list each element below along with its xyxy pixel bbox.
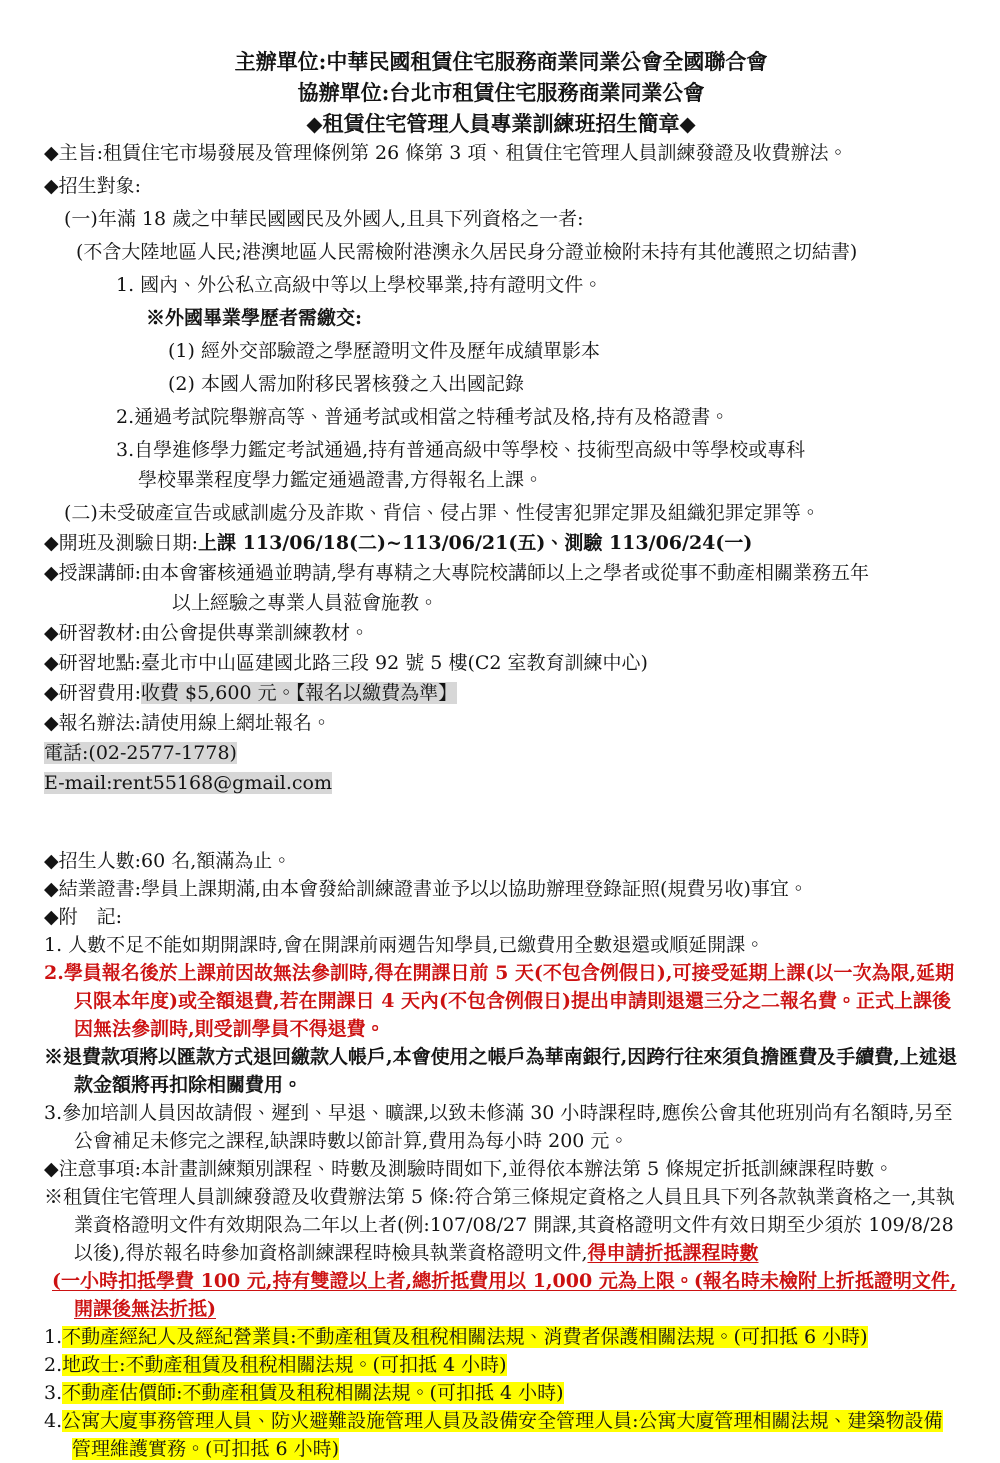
deduction-detail — [44, 1267, 958, 1323]
audience-qual3-line2: 學校畢業程度學力鑑定通過證書,方得報名上課。 — [138, 469, 544, 491]
profession-item-1 — [44, 1323, 958, 1351]
foreign-docs-heading: ※外國畢業學歷者需繳交: — [146, 307, 363, 329]
fee-line — [44, 679, 958, 707]
foreign-doc-1: (1) 經外交部驗證之學歷證明文件及歷年成績單影本 — [168, 340, 600, 362]
phone-value: 電話:(02-2577-1778) — [44, 742, 237, 764]
profession-3-text: 不動產估價師:不動產租賃及租稅相關法規。(可扣抵 4 小時) — [62, 1382, 564, 1404]
schedule-value: 上課 113/06/18(二)~113/06/21(五)、測驗 113/06/24(一) — [198, 532, 753, 554]
location-line: ◆研習地點:臺北市中山區建國北路三段 92 號 5 樓(C2 室教育訓練中心) — [44, 652, 648, 674]
audience-item1: (一)年滿 18 歲之中華民國國民及外國人,且具下列資格之一者: — [64, 208, 584, 230]
purpose-line: ◆主旨:租賃住宅市場發展及管理條例第 26 條第 3 項、租賃住宅管理人員訓練發證及收費辦法。 — [44, 142, 848, 164]
audience-item2: (二)未受破產宣告或感訓處分及詐欺、背信、侵占罪、性侵害犯罪定罪及組織犯罪定罪等。 — [64, 502, 820, 524]
fee-label: ◆研習費用: — [44, 682, 142, 704]
profession-item-2 — [44, 1351, 958, 1379]
capacity-line: ◆招生人數:60 名,額滿為止。 — [44, 850, 292, 872]
instructor-line2: 以上經驗之專業人員蒞會施教。 — [172, 592, 439, 614]
schedule-label: ◆開班及測驗日期: — [44, 532, 199, 554]
audience-qual2: 2.通過考試院舉辦高等、普通考試或相當之特種考試及格,持有及格證書。 — [116, 406, 730, 428]
profession-1-text: 不動產經紀人及經紀營業員:不動產租賃及租稅相關法規、消費者保護相關法規。(可扣抵 6 小時) — [62, 1326, 868, 1348]
fee-value: 收費 $5,600 元。【報名以繳費為準】 — [141, 682, 458, 704]
profession-2-number: 2. — [44, 1354, 63, 1376]
registration-line: ◆報名辦法:請使用線上網址報名。 — [44, 712, 332, 734]
foreign-doc-2: (2) 本國人需加附移民署核發之入出國記錄 — [168, 373, 524, 395]
email-line — [44, 769, 958, 797]
rule5-paragraph — [44, 1183, 958, 1267]
audience-item1-note: (不含大陸地區人民;港澳地區人民需檢附港澳永久居民身分證並檢附未持有其他護照之切結書) — [76, 241, 858, 263]
organizer-line: 主辦單位:中華民國租賃住宅服務商業同業公會全國聯合會 — [234, 49, 768, 74]
email-value: E-mail:rent55168@gmail.com — [44, 772, 332, 794]
audience-qual3-line1: 3.自學進修學力鑑定考試通過,持有普通高級中等學校、技術型高級中等學校或專科 — [116, 439, 806, 461]
schedule-line — [44, 529, 958, 557]
material-line: ◆研習教材:由公會提供專業訓練教材。 — [44, 622, 370, 644]
notice-line: ◆注意事項:本計畫訓練類別課程、時數及測驗時間如下,並得依本辦法第 5 條規定折抵訓練課程時數。 — [44, 1158, 894, 1180]
audience-qual1: 1. 國內、外公私立高級中等以上學校畢業,持有證明文件。 — [116, 274, 603, 296]
profession-2-text: 地政士:不動產租賃及租稅相關法規。(可扣抵 4 小時) — [62, 1354, 507, 1376]
profession-4-text: 公寓大廈事務管理人員、防火避難設施管理人員及設備安全管理人員:公寓大廈管理相關法規、建築物設備管理維護實務。(可扣抵 6 小時) — [62, 1410, 943, 1460]
instructor-line1: ◆授課講師:由本會審核通過並聘請,學有專精之大專院校講師以上之學者或從事不動產相關業務五年 — [44, 562, 870, 584]
note-3: 3.參加培訓人員因故請假、遲到、早退、曠課,以致未修滿 30 小時課程時,應俟公會其他班別尚有名額時,另至公會補足未修完之課程,缺課時數以節計算,費用為每小時 200 元。 — [44, 1102, 953, 1152]
note-2: 2.學員報名後於上課前因故無法參訓時,得在開課日前 5 天(不包含例假日),可接受延期上課(以一次為限,延期只限本年度)或全額退費,若在開課日 4 天內(不包含例假日)提出申請則退還三分之二報名費。正式上課後因無法參訓時,則受訓學員不得退費。 — [44, 962, 955, 1040]
deduction-detail-text: (一小時扣抵學費 100 元,持有雙證以上者,總折抵費用以 1,000 元為上限。(報名時未檢附上折抵證明文件,開課後無法折抵) — [52, 1270, 957, 1320]
certificate-line: ◆結業證書:學員上課期滿,由本會發給訓練證書並予以以協助辦理登錄証照(規費另收)事宜。 — [44, 878, 808, 900]
profession-4-number: 4. — [44, 1410, 63, 1432]
rule5-text: ※租賃住宅管理人員訓練發證及收費辦法第 5 條:符合第三條規定資格之人員且具下列各款執業資格之一,其執業資格證明文件有效期限為二年以上者(例:107/08/27 開課,其資格證明文件有效日期至少須於 109/8/28 以後),得於報名時參加資格訓練課程時檢具執業資格證明文件, — [44, 1186, 955, 1264]
refund-note: ※退費款項將以匯款方式退回繳款人帳戶,本會使用之帳戶為華南銀行,因跨行往來須負擔匯費及手續費,上述退款金額將再扣除相關費用。 — [44, 1046, 957, 1096]
phone-line — [44, 739, 958, 767]
audience-heading: ◆招生對象: — [44, 175, 142, 197]
co-organizer-line: 協辦單位:台北市租賃住宅服務商業同業公會 — [297, 80, 705, 105]
document-title: ◆租賃住宅管理人員專業訓練班招生簡章◆ — [306, 111, 696, 136]
profession-1-number: 1. — [44, 1326, 63, 1348]
note-1: 1. 人數不足不能如期開課時,會在開課前兩週告知學員,已繳費用全數退還或順延開課。 — [44, 934, 765, 956]
rule5-deduction-phrase: 得申請折抵課程時數 — [587, 1242, 759, 1264]
profession-item-4 — [44, 1407, 958, 1463]
appendix-heading: ◆附 記: — [44, 906, 123, 928]
blank-gap — [44, 797, 958, 847]
profession-item-3 — [44, 1379, 958, 1407]
profession-3-number: 3. — [44, 1382, 63, 1404]
